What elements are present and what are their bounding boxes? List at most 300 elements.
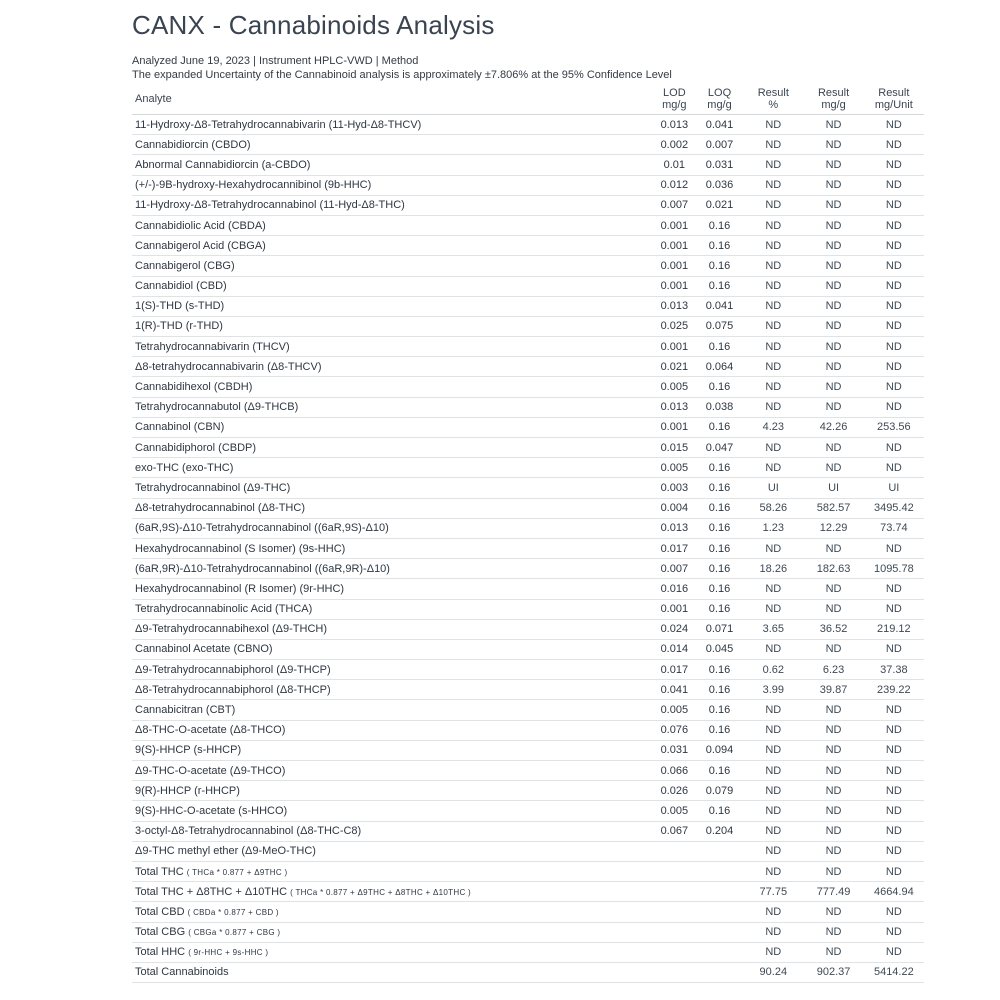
total-result-mg-g: ND	[803, 922, 863, 942]
result-mg-g: ND	[803, 720, 863, 740]
result-percent: ND	[743, 841, 803, 861]
loq-value: 0.16	[696, 660, 743, 680]
result-mg-unit: ND	[864, 397, 924, 417]
total-result-mg-unit: ND	[864, 922, 924, 942]
header-result-percent: Result %	[743, 84, 803, 115]
analyte-name: 9(S)-HHCP (s-HHCP)	[132, 740, 653, 760]
result-mg-g: ND	[803, 276, 863, 296]
analyte-name: Δ9-Tetrahydrocannabihexol (Δ9-THCH)	[132, 619, 653, 639]
table-row	[132, 518, 924, 538]
result-percent: ND	[743, 538, 803, 558]
loq-value: 0.16	[696, 498, 743, 518]
result-mg-g: ND	[803, 357, 863, 377]
loq-value: 0.021	[696, 195, 743, 215]
result-mg-unit: ND	[864, 236, 924, 256]
result-mg-g: ND	[803, 135, 863, 155]
lod-value: 0.001	[653, 256, 696, 276]
result-percent: ND	[743, 337, 803, 357]
total-result-mg-g: 777.49	[803, 882, 863, 902]
header-lod: LOD mg/g	[653, 84, 696, 115]
lod-value: 0.001	[653, 599, 696, 619]
loq-value-empty	[696, 882, 743, 902]
result-percent: ND	[743, 316, 803, 336]
lod-value: 0.001	[653, 276, 696, 296]
result-mg-g: ND	[803, 599, 863, 619]
analyte-name: (6aR,9R)-Δ10-Tetrahydrocannabinol ((6aR,9R)-Δ10)	[132, 559, 653, 579]
result-percent: ND	[743, 155, 803, 175]
header-loq: LOQ mg/g	[696, 84, 743, 115]
loq-value: 0.045	[696, 639, 743, 659]
analyte-name: 3-octyl-Δ8-Tetrahydrocannabinol (Δ8-THC-C8)	[132, 821, 653, 841]
analyte-name: Tetrahydrocannabivarin (THCV)	[132, 337, 653, 357]
loq-value: 0.16	[696, 256, 743, 276]
result-percent: ND	[743, 357, 803, 377]
result-mg-g: ND	[803, 821, 863, 841]
header-analyte: Analyte	[132, 84, 653, 115]
analyte-name: Δ8-Tetrahydrocannabiphorol (Δ8-THCP)	[132, 680, 653, 700]
result-mg-unit: ND	[864, 821, 924, 841]
loq-value: 0.16	[696, 680, 743, 700]
result-mg-g: ND	[803, 438, 863, 458]
result-mg-unit: ND	[864, 276, 924, 296]
result-mg-g: ND	[803, 195, 863, 215]
table-row	[132, 498, 924, 518]
report-page	[132, 0, 932, 983]
result-mg-unit: ND	[864, 639, 924, 659]
result-mg-unit: ND	[864, 357, 924, 377]
lod-value: 0.005	[653, 458, 696, 478]
table-body	[132, 115, 924, 983]
result-mg-unit: 73.74	[864, 518, 924, 538]
result-percent: ND	[743, 821, 803, 841]
loq-value: 0.16	[696, 377, 743, 397]
analyte-name: Δ8-tetrahydrocannabivarin (Δ8-THCV)	[132, 357, 653, 377]
lod-value: 0.017	[653, 538, 696, 558]
result-mg-g: ND	[803, 761, 863, 781]
result-mg-unit: ND	[864, 316, 924, 336]
loq-value: 0.16	[696, 559, 743, 579]
lod-value: 0.066	[653, 761, 696, 781]
loq-value-empty	[696, 922, 743, 942]
loq-value: 0.16	[696, 337, 743, 357]
analyte-name: Cannabicitran (CBT)	[132, 700, 653, 720]
total-result-mg-unit: ND	[864, 942, 924, 962]
loq-value: 0.16	[696, 579, 743, 599]
result-mg-unit: ND	[864, 740, 924, 760]
lod-value: 0.002	[653, 135, 696, 155]
lod-value: 0.007	[653, 195, 696, 215]
total-result-mg-g: ND	[803, 861, 863, 881]
total-result-mg-g: ND	[803, 942, 863, 962]
result-percent: ND	[743, 135, 803, 155]
loq-value: 0.16	[696, 236, 743, 256]
loq-value: 0.16	[696, 720, 743, 740]
result-mg-g: ND	[803, 337, 863, 357]
result-mg-unit: ND	[864, 155, 924, 175]
table-row	[132, 599, 924, 619]
lod-value: 0.01	[653, 155, 696, 175]
total-label-cell	[132, 861, 653, 881]
result-percent: 4.23	[743, 417, 803, 437]
result-percent: ND	[743, 438, 803, 458]
result-mg-unit: ND	[864, 337, 924, 357]
analysis-info: Analyzed June 19, 2023 | Instrument HPLC-VWD | Method	[132, 55, 419, 67]
analyte-name: 9(R)-HHCP (r-HHCP)	[132, 781, 653, 801]
total-result-mg-unit: ND	[864, 902, 924, 922]
total-result-percent: ND	[743, 861, 803, 881]
total-formula: ( CBDa * 0.877 + CBD )	[187, 907, 279, 917]
loq-value: 0.16	[696, 518, 743, 538]
analyte-name: (6aR,9S)-Δ10-Tetrahydrocannabinol ((6aR,9S)-Δ10)	[132, 518, 653, 538]
analyte-name: exo-THC (exo-THC)	[132, 458, 653, 478]
result-mg-g: UI	[803, 478, 863, 498]
lod-value: 0.001	[653, 215, 696, 235]
table-row	[132, 135, 924, 155]
loq-value: 0.038	[696, 397, 743, 417]
loq-value-empty	[696, 902, 743, 922]
loq-value: 0.047	[696, 438, 743, 458]
result-mg-g: ND	[803, 256, 863, 276]
analyte-name: Cannabidihexol (CBDH)	[132, 377, 653, 397]
result-mg-g: ND	[803, 115, 863, 135]
lod-value: 0.001	[653, 337, 696, 357]
table-row	[132, 175, 924, 195]
total-formula: ( THCa * 0.877 + Δ9THC + Δ8THC + Δ10THC )	[290, 887, 472, 897]
total-label-cell	[132, 902, 653, 922]
lod-value-empty	[653, 962, 696, 982]
result-mg-g: ND	[803, 215, 863, 235]
loq-value: 0.16	[696, 215, 743, 235]
analyte-name: (+/-)-9B-hydroxy-Hexahydrocannibinol (9b-HHC)	[132, 175, 653, 195]
lod-value: 0.004	[653, 498, 696, 518]
table-row	[132, 397, 924, 417]
table-row	[132, 417, 924, 437]
lod-value-empty	[653, 922, 696, 942]
result-percent: ND	[743, 700, 803, 720]
table-row	[132, 438, 924, 458]
result-mg-g: 582.57	[803, 498, 863, 518]
result-mg-unit: 219.12	[864, 619, 924, 639]
table-row	[132, 377, 924, 397]
uncertainty-note: The expanded Uncertainty of the Cannabinoid analysis is approximately ±7.806% at the 95% Confidence Level	[132, 69, 672, 81]
result-mg-g: ND	[803, 155, 863, 175]
loq-value: 0.079	[696, 781, 743, 801]
lod-value: 0.001	[653, 417, 696, 437]
result-mg-unit: ND	[864, 115, 924, 135]
result-percent: ND	[743, 599, 803, 619]
table-row	[132, 236, 924, 256]
analyte-name: Tetrahydrocannabutol (Δ9-THCB)	[132, 397, 653, 417]
result-percent: ND	[743, 781, 803, 801]
result-mg-unit: ND	[864, 781, 924, 801]
table-row	[132, 215, 924, 235]
lod-value: 0.005	[653, 377, 696, 397]
result-percent: 3.65	[743, 619, 803, 639]
result-mg-g: 36.52	[803, 619, 863, 639]
loq-value-empty	[696, 962, 743, 982]
result-mg-unit: ND	[864, 599, 924, 619]
lod-value: 0.012	[653, 175, 696, 195]
lod-value-empty	[653, 942, 696, 962]
loq-value: 0.16	[696, 700, 743, 720]
lod-value: 0.021	[653, 357, 696, 377]
total-formula: ( THCa * 0.877 + Δ9THC )	[186, 867, 288, 877]
analyte-name: 11-Hydroxy-Δ8-Tetrahydrocannabivarin (11-Hyd-Δ8-THCV)	[132, 115, 653, 135]
total-row	[132, 942, 924, 962]
lod-value: 0.013	[653, 296, 696, 316]
analyte-name: 1(S)-THD (s-THD)	[132, 296, 653, 316]
loq-value-empty	[696, 861, 743, 881]
analyte-name: Cannabinol Acetate (CBNO)	[132, 639, 653, 659]
result-mg-unit: 1095.78	[864, 559, 924, 579]
result-mg-unit: ND	[864, 195, 924, 215]
analyte-name: Cannabidiol (CBD)	[132, 276, 653, 296]
result-mg-g: ND	[803, 781, 863, 801]
analyte-name: Tetrahydrocannabinol (Δ9-THC)	[132, 478, 653, 498]
total-label: Total THC + Δ8THC + Δ10THC	[135, 885, 288, 898]
result-mg-g: 6.23	[803, 660, 863, 680]
analyte-name: Tetrahydrocannabinolic Acid (THCA)	[132, 599, 653, 619]
result-percent: ND	[743, 397, 803, 417]
result-mg-g: ND	[803, 740, 863, 760]
result-mg-g: ND	[803, 700, 863, 720]
table-row	[132, 639, 924, 659]
total-label: Total THC	[135, 865, 184, 878]
table-row	[132, 357, 924, 377]
total-label-cell	[132, 882, 653, 902]
result-mg-unit: ND	[864, 175, 924, 195]
lod-value: 0.005	[653, 801, 696, 821]
table-row	[132, 155, 924, 175]
loq-value: 0.16	[696, 599, 743, 619]
table-row	[132, 195, 924, 215]
table-row	[132, 316, 924, 336]
result-mg-g: ND	[803, 316, 863, 336]
analyte-name: Δ9-THC methyl ether (Δ9-MeO-THC)	[132, 841, 653, 861]
total-label-cell	[132, 922, 653, 942]
result-mg-g: 182.63	[803, 559, 863, 579]
lod-value: 0.013	[653, 518, 696, 538]
loq-value: 0.031	[696, 155, 743, 175]
result-percent: ND	[743, 579, 803, 599]
lod-value	[653, 841, 696, 861]
total-label: Total HHC	[135, 946, 186, 959]
loq-value: 0.16	[696, 458, 743, 478]
table-row	[132, 801, 924, 821]
cannabinoids-table	[132, 84, 924, 983]
result-mg-g: ND	[803, 175, 863, 195]
result-mg-unit: ND	[864, 841, 924, 861]
result-percent: ND	[743, 215, 803, 235]
lod-value: 0.031	[653, 740, 696, 760]
result-mg-g: 12.29	[803, 518, 863, 538]
result-percent: ND	[743, 256, 803, 276]
result-percent: ND	[743, 801, 803, 821]
table-row	[132, 559, 924, 579]
lod-value: 0.016	[653, 579, 696, 599]
total-label-cell	[132, 942, 653, 962]
analyte-name: Cannabigerol (CBG)	[132, 256, 653, 276]
result-mg-unit: ND	[864, 720, 924, 740]
total-result-percent: ND	[743, 922, 803, 942]
lod-value: 0.003	[653, 478, 696, 498]
lod-value-empty	[653, 902, 696, 922]
total-result-percent: ND	[743, 942, 803, 962]
total-label: Total CBD	[135, 905, 185, 918]
loq-value: 0.041	[696, 296, 743, 316]
result-percent: ND	[743, 276, 803, 296]
result-mg-g: ND	[803, 296, 863, 316]
table-row	[132, 740, 924, 760]
lod-value: 0.026	[653, 781, 696, 801]
result-mg-g: ND	[803, 538, 863, 558]
result-mg-g: 42.26	[803, 417, 863, 437]
total-formula: ( 9r-HHC + 9s-HHC )	[188, 948, 269, 958]
total-label: Total CBG	[135, 926, 186, 939]
lod-value: 0.017	[653, 660, 696, 680]
analyte-name: Cannabidiphorol (CBDP)	[132, 438, 653, 458]
analyte-name: Δ8-THC-O-acetate (Δ8-THCO)	[132, 720, 653, 740]
total-label: Total Cannabinoids	[135, 966, 229, 979]
table-row	[132, 256, 924, 276]
table-row	[132, 680, 924, 700]
result-percent: 58.26	[743, 498, 803, 518]
table-row	[132, 337, 924, 357]
total-result-mg-unit: ND	[864, 861, 924, 881]
lod-value: 0.007	[653, 559, 696, 579]
table-row	[132, 276, 924, 296]
total-result-mg-g: 902.37	[803, 962, 863, 982]
result-mg-g: ND	[803, 377, 863, 397]
header-result-mg-g: Result mg/g	[803, 84, 863, 115]
result-percent: ND	[743, 377, 803, 397]
total-label-cell	[132, 962, 653, 982]
loq-value: 0.16	[696, 276, 743, 296]
analyte-name: Hexahydrocannabinol (R Isomer) (9r-HHC)	[132, 579, 653, 599]
loq-value: 0.16	[696, 478, 743, 498]
result-percent: 3.99	[743, 680, 803, 700]
result-percent: ND	[743, 195, 803, 215]
loq-value: 0.064	[696, 357, 743, 377]
result-mg-unit: ND	[864, 700, 924, 720]
result-mg-g: 39.87	[803, 680, 863, 700]
lod-value: 0.015	[653, 438, 696, 458]
analyte-name: 11-Hydroxy-Δ8-Tetrahydrocannabinol (11-Hyd-Δ8-THC)	[132, 195, 653, 215]
loq-value: 0.071	[696, 619, 743, 639]
result-mg-unit: ND	[864, 296, 924, 316]
lod-value: 0.024	[653, 619, 696, 639]
loq-value: 0.16	[696, 761, 743, 781]
loq-value: 0.16	[696, 801, 743, 821]
result-mg-unit: 3495.42	[864, 498, 924, 518]
result-percent: ND	[743, 639, 803, 659]
result-mg-g: ND	[803, 579, 863, 599]
result-mg-unit: ND	[864, 579, 924, 599]
result-mg-unit: ND	[864, 135, 924, 155]
analyte-name: Abnormal Cannabidiorcin (a-CBDO)	[132, 155, 653, 175]
loq-value-empty	[696, 942, 743, 962]
loq-value: 0.16	[696, 417, 743, 437]
report-title: CANX - Cannabinoids Analysis	[132, 10, 495, 40]
analyte-name: 1(R)-THD (r-THD)	[132, 316, 653, 336]
analyte-name: Cannabidiorcin (CBDO)	[132, 135, 653, 155]
table-row	[132, 115, 924, 135]
lod-value: 0.076	[653, 720, 696, 740]
total-row	[132, 922, 924, 942]
result-mg-unit: ND	[864, 256, 924, 276]
result-mg-unit: UI	[864, 478, 924, 498]
total-formula: ( CBGa * 0.877 + CBG )	[188, 928, 281, 938]
lod-value: 0.005	[653, 700, 696, 720]
table-row	[132, 841, 924, 861]
result-mg-g: ND	[803, 236, 863, 256]
lod-value: 0.013	[653, 115, 696, 135]
result-mg-g: ND	[803, 639, 863, 659]
result-mg-unit: ND	[864, 801, 924, 821]
analyte-name: Δ9-Tetrahydrocannabiphorol (Δ9-THCP)	[132, 660, 653, 680]
result-percent: ND	[743, 296, 803, 316]
analyte-name: 9(S)-HHC-O-acetate (s-HHCO)	[132, 801, 653, 821]
table-row	[132, 660, 924, 680]
total-row	[132, 902, 924, 922]
result-mg-unit: 239.22	[864, 680, 924, 700]
lod-value-empty	[653, 861, 696, 881]
analyte-name: Cannabigerol Acid (CBGA)	[132, 236, 653, 256]
result-mg-unit: 253.56	[864, 417, 924, 437]
total-result-mg-g: ND	[803, 902, 863, 922]
result-mg-unit: ND	[864, 377, 924, 397]
loq-value	[696, 841, 743, 861]
loq-value: 0.041	[696, 115, 743, 135]
lod-value-empty	[653, 882, 696, 902]
result-percent: ND	[743, 761, 803, 781]
result-mg-unit: 37.38	[864, 660, 924, 680]
lod-value: 0.025	[653, 316, 696, 336]
result-percent: ND	[743, 740, 803, 760]
result-percent: 0.62	[743, 660, 803, 680]
result-mg-g: ND	[803, 397, 863, 417]
table-row	[132, 478, 924, 498]
table-row	[132, 720, 924, 740]
lod-value: 0.067	[653, 821, 696, 841]
result-percent: ND	[743, 115, 803, 135]
total-result-percent: 77.75	[743, 882, 803, 902]
table-row	[132, 761, 924, 781]
table-row	[132, 700, 924, 720]
table-row	[132, 619, 924, 639]
total-result-percent: ND	[743, 902, 803, 922]
lod-value: 0.013	[653, 397, 696, 417]
loq-value: 0.16	[696, 538, 743, 558]
table-row	[132, 781, 924, 801]
loq-value: 0.094	[696, 740, 743, 760]
analyte-name: Cannabinol (CBN)	[132, 417, 653, 437]
result-mg-unit: ND	[864, 761, 924, 781]
result-mg-unit: ND	[864, 538, 924, 558]
result-mg-unit: ND	[864, 438, 924, 458]
total-result-percent: 90.24	[743, 962, 803, 982]
result-mg-g: ND	[803, 841, 863, 861]
loq-value: 0.075	[696, 316, 743, 336]
total-result-mg-unit: 4664.94	[864, 882, 924, 902]
total-row	[132, 962, 924, 982]
result-percent: UI	[743, 478, 803, 498]
result-percent: 18.26	[743, 559, 803, 579]
result-mg-g: ND	[803, 801, 863, 821]
total-row	[132, 882, 924, 902]
loq-value: 0.036	[696, 175, 743, 195]
analyte-name: Cannabidiolic Acid (CBDA)	[132, 215, 653, 235]
